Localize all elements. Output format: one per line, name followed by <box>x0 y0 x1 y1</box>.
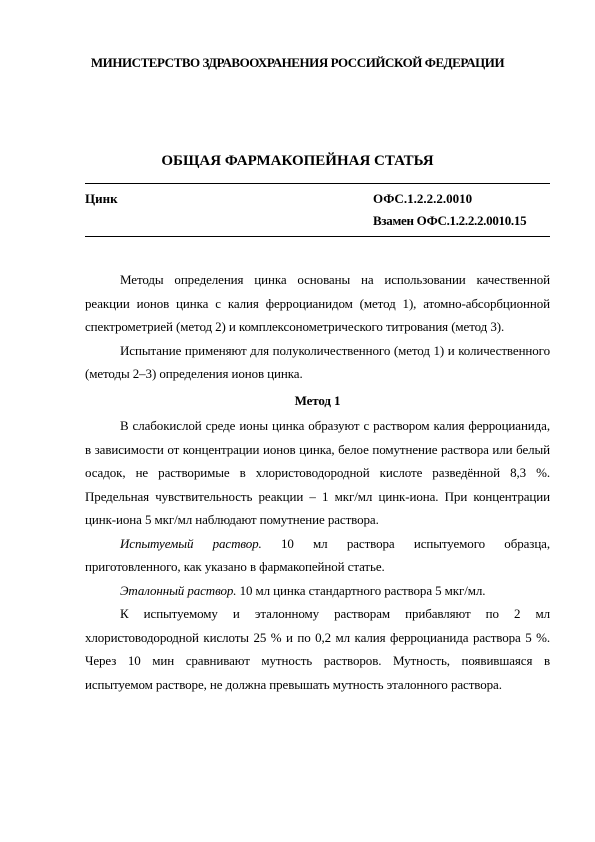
test-solution-label: Испытуемый раствор. <box>120 535 262 551</box>
article-body <box>85 268 550 696</box>
method-1-paragraph: В слабокислой среде ионы цинка образуют с раствором калия ферроцианида, в зависимости от концентрации ионов цинка, белое помутнение раствора или белый осадок, не растворимые в хлористоводородной кислоте разведённой 8,3 %. Предельная чувствительность реакции – 1 мкг/мл цинк-иона. При концентрации цинк-иона 5 мкг/мл наблюдают помутнение раствора. <box>85 418 550 527</box>
test-solution-paragraph <box>85 532 550 579</box>
reference-solution-paragraph <box>85 579 550 603</box>
ministry-header: МИНИСТЕРСТВО ЗДРАВООХРАНЕНИЯ РОССИЙСКОЙ ФЕДЕРАЦИИ <box>90 55 505 70</box>
intro-paragraph-1: Методы определения цинка основаны на использовании качественной реакции ионов цинка с калия ферроцианидом (метод 1), атомно-абсорбционной спектрометрией (метод 2) и комплексонометрического титрования (метод 3). <box>85 272 550 334</box>
procedure-paragraph: К испытуемому и эталонному растворам прибавляют по 2 мл хлористоводородной кислоты 25 % и по 0,2 мл калия ферроцианида раствора 5 %. Через 10 мин сравнивают мутность растворов. Мутность, появившаяся в испытуемом растворе, не должна превышать мутность эталонного раствора. <box>85 606 550 692</box>
method-1-heading: Метод 1 <box>294 392 341 408</box>
reference-solution-label: Эталонный раствор. <box>120 582 237 598</box>
article-title: Цинк <box>85 191 118 206</box>
intro-paragraph-2: Испытание применяют для полуколичественного (метод 1) и количественного (методы 2–3) определения ионов цинка. <box>85 342 550 381</box>
bottom-divider <box>85 236 550 237</box>
replaces-code: Взамен ОФС.1.2.2.2.0010.15 <box>373 213 527 228</box>
top-divider <box>85 183 550 184</box>
reference-solution-text: 10 мл цинка стандартного раствора 5 мкг/мл. <box>236 582 486 598</box>
document-type-title: ОБЩАЯ ФАРМАКОПЕЙНАЯ СТАТЬЯ <box>161 153 434 169</box>
test-solution-text: 10 мл раствора испытуемого образца, приготовленного, как указано в фармакопейной статье. <box>85 535 550 574</box>
article-code: ОФС.1.2.2.2.0010 <box>373 191 473 206</box>
